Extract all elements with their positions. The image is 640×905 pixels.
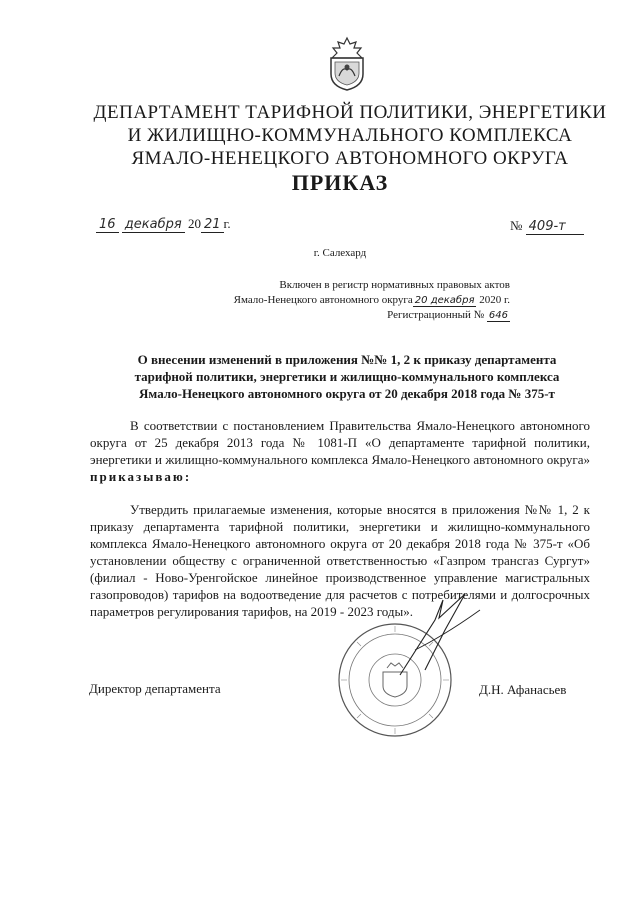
order-subject <box>112 351 582 402</box>
city: г. Салехард <box>313 247 367 259</box>
handwritten-signature <box>395 590 485 680</box>
registry-number-label: Регистрационный № <box>387 309 485 321</box>
number-value: 409-т <box>526 219 584 235</box>
subject-line-1: О внесении изменений в приложения №№ 1, 2 к приказу департамента <box>137 352 557 367</box>
registry-year: 2020 г. <box>479 294 510 306</box>
date-year-suffix: 21 <box>201 217 224 233</box>
registry-line-2 <box>170 293 510 308</box>
order-number <box>510 218 584 235</box>
operative-paragraph: Утвердить прилагаемые изменения, которые вносятся в приложения №№ 1, 2 к приказу департамента тарифной политики, энергетики и жилищно-коммунального комплекса Ямало-Ненецкого автономного округа от 20 декабря 2018 года № 375-т «Об установлении обществу с ограниченной ответственностью «Газпром трансгаз Сургут» (филиал - Ново-Уренгойское линейное производственное управление магистральных газопроводов) тарифов на водоотведение для расчетов с потребителями и долгосрочных параметров регулирования тарифов, на 2019 - 2023 годы». <box>90 502 590 619</box>
date-year-prefix: 20 <box>187 216 201 231</box>
document-title: ПРИКАЗ <box>291 170 389 195</box>
order-date <box>96 216 231 233</box>
preamble-paragraph <box>90 417 590 485</box>
date-day: 16 <box>96 217 119 233</box>
department-name-line-3: ЯМАЛО-НЕНЕЦКОГО АВТОНОМНОГО ОКРУГА <box>131 148 569 169</box>
date-g: г. <box>223 216 231 231</box>
number-label: № <box>510 218 523 233</box>
registry-number-handwritten: 646 <box>488 310 508 321</box>
signatory-position: Директор департамента <box>89 681 221 696</box>
coat-of-arms-emblem <box>325 36 369 92</box>
department-name-line-1: ДЕПАРТАМЕНТ ТАРИФНОЙ ПОЛИТИКИ, ЭНЕРГЕТИКИ <box>93 102 607 123</box>
order-command: приказываю: <box>90 469 192 484</box>
registry-line-1: Включен в регистр нормативных правовых актов <box>279 279 510 291</box>
subject-line-3: Ямало-Ненецкого автономного округа от 20 декабря 2018 года № 375-т <box>139 386 555 401</box>
preamble-text: В соответствии с постановлением Правительства Ямало-Ненецкого автономного округа от 25 декабря 2013 года № 1081-П «О департаменте тарифной политики, энергетики и жилищно-коммунального комплекса Ямало-Ненецкого автономного округа» <box>90 418 590 467</box>
department-name-line-2: И ЖИЛИЩНО-КОММУНАЛЬНОГО КОМПЛЕКСА <box>127 125 573 146</box>
registry-line-3 <box>170 308 510 323</box>
signatory-name: Д.Н. Афанасьев <box>479 682 567 697</box>
registry-region: Ямало-Ненецкого автономного округа <box>233 294 413 306</box>
date-month: декабря <box>122 217 185 233</box>
registry-date-handwritten: 20 декабря <box>414 295 475 306</box>
subject-line-2: тарифной политики, энергетики и жилищно-коммунального комплекса <box>134 369 560 384</box>
